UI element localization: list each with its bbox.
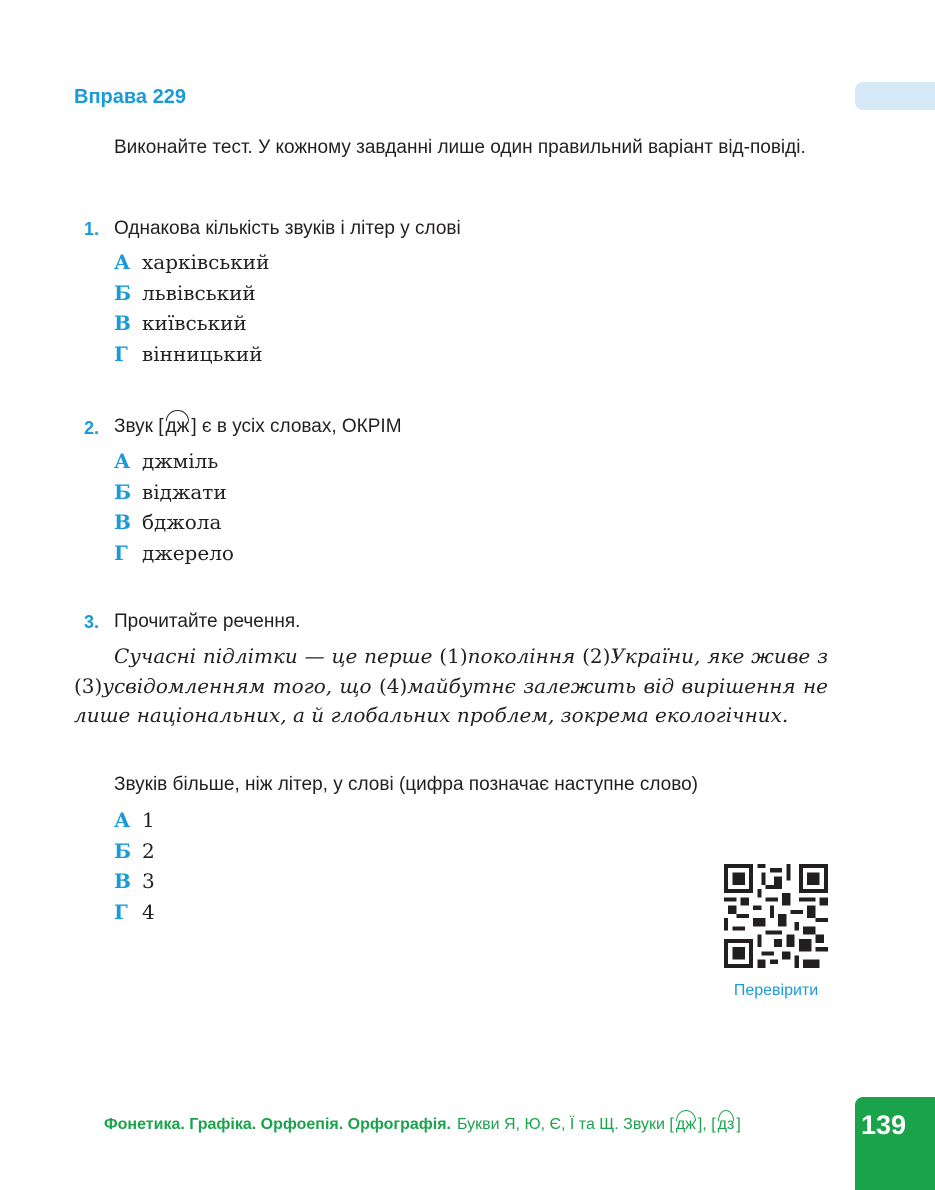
footer-section: Фонетика. Графіка. Орфоепія. Орфографія. [104,1116,451,1133]
qr-code-icon[interactable] [724,864,828,968]
answer-option-b[interactable] [114,480,234,511]
affricate-arc-icon [166,410,190,421]
page-footer [104,1116,741,1134]
answer-option-d[interactable] [114,342,269,373]
answer-options [114,449,234,571]
section-tab-marker [855,82,935,110]
phoneme-affricate [164,416,192,438]
phoneme-text: дз [717,1116,735,1133]
answer-option-c[interactable] [114,869,155,900]
footer-topic-text: ] [736,1116,741,1133]
phoneme-affricate [716,1116,737,1134]
option-text: київський [142,311,247,335]
word-marker-1: (1) [439,644,468,668]
sentence-part: Сучасні підлітки — це перше [114,644,440,668]
sentence-part: усвідомленням того, що [102,673,379,698]
question-number: 3. [84,612,100,632]
phoneme-text: дж [675,1116,696,1133]
question-number: 2. [84,418,100,438]
option-text: львівський [142,280,256,305]
option-letter: Б [114,479,132,504]
answer-option-d[interactable] [114,900,155,931]
option-text: вінницький [142,341,263,366]
sentence-part: покоління [467,644,583,668]
option-text: 2 [142,838,155,863]
option-letter: Б [114,280,132,305]
sentence-part: України, яке живе з [610,644,828,668]
answer-option-b[interactable] [114,281,269,312]
option-text: 1 [142,808,155,832]
check-link[interactable]: Перевірити [733,982,819,999]
question-text: Прочитайте речення. [114,611,301,632]
answer-options [114,250,269,372]
question-text-after: ] є в усіх словах, ОКРІМ [191,416,402,437]
answer-option-a[interactable] [114,808,155,839]
option-letter: Г [114,540,128,565]
option-letter: Г [114,341,128,366]
word-marker-3: (3) [74,673,103,698]
affricate-arc-icon [718,1110,735,1121]
option-letter: А [114,449,131,473]
answer-option-c[interactable] [114,510,234,541]
affricate-arc-icon [676,1110,696,1121]
sentence-part: майбутнє залежить від вирішення не лише національних, а й глобальних проблем, зокрема екологічних. [74,673,829,727]
option-letter: В [114,510,131,534]
option-text: джміль [142,449,219,473]
option-text: джерело [142,540,234,565]
word-marker-2: (2) [582,644,611,668]
option-text: 4 [142,899,155,924]
phoneme-affricate [674,1116,698,1134]
option-text: віджати [142,479,227,504]
answer-options [114,808,155,930]
footer-topic-text: Букви Я, Ю, Є, Ї та Щ. Звуки [ [456,1116,674,1133]
phoneme-text: дж [165,416,190,437]
question-text-before: Звук [ [114,416,164,437]
option-letter: А [114,250,131,274]
exercise-intro: Виконайте тест. У кожному завданні лише один правильний варіант від-повіді. [114,137,806,158]
option-text: бджола [142,510,222,534]
answer-option-c[interactable] [114,311,269,342]
question-subtext: Звуків більше, ніж літер, у слові (цифра позначає наступне слово) [114,774,698,795]
question-text [114,416,402,438]
question-text: Однакова кількість звуків і літер у слові [114,218,461,239]
page-number: 139 [861,1110,907,1140]
footer-topic [457,1116,741,1133]
option-letter: Г [114,899,128,924]
word-marker-4: (4) [378,673,408,698]
option-letter: А [114,808,131,832]
option-text: 3 [142,869,155,893]
option-letter: В [114,869,131,893]
answer-option-a[interactable] [114,250,269,281]
option-letter: Б [114,838,132,863]
exercise-title: Вправа 229 [74,86,186,108]
question-number: 1. [84,219,100,239]
footer-topic-text: ], [ [697,1116,716,1133]
answer-option-d[interactable] [114,541,234,572]
option-text: харківський [142,250,270,274]
option-letter: В [114,311,131,335]
answer-option-a[interactable] [114,449,234,480]
example-sentence [74,642,828,731]
answer-option-b[interactable] [114,839,155,870]
